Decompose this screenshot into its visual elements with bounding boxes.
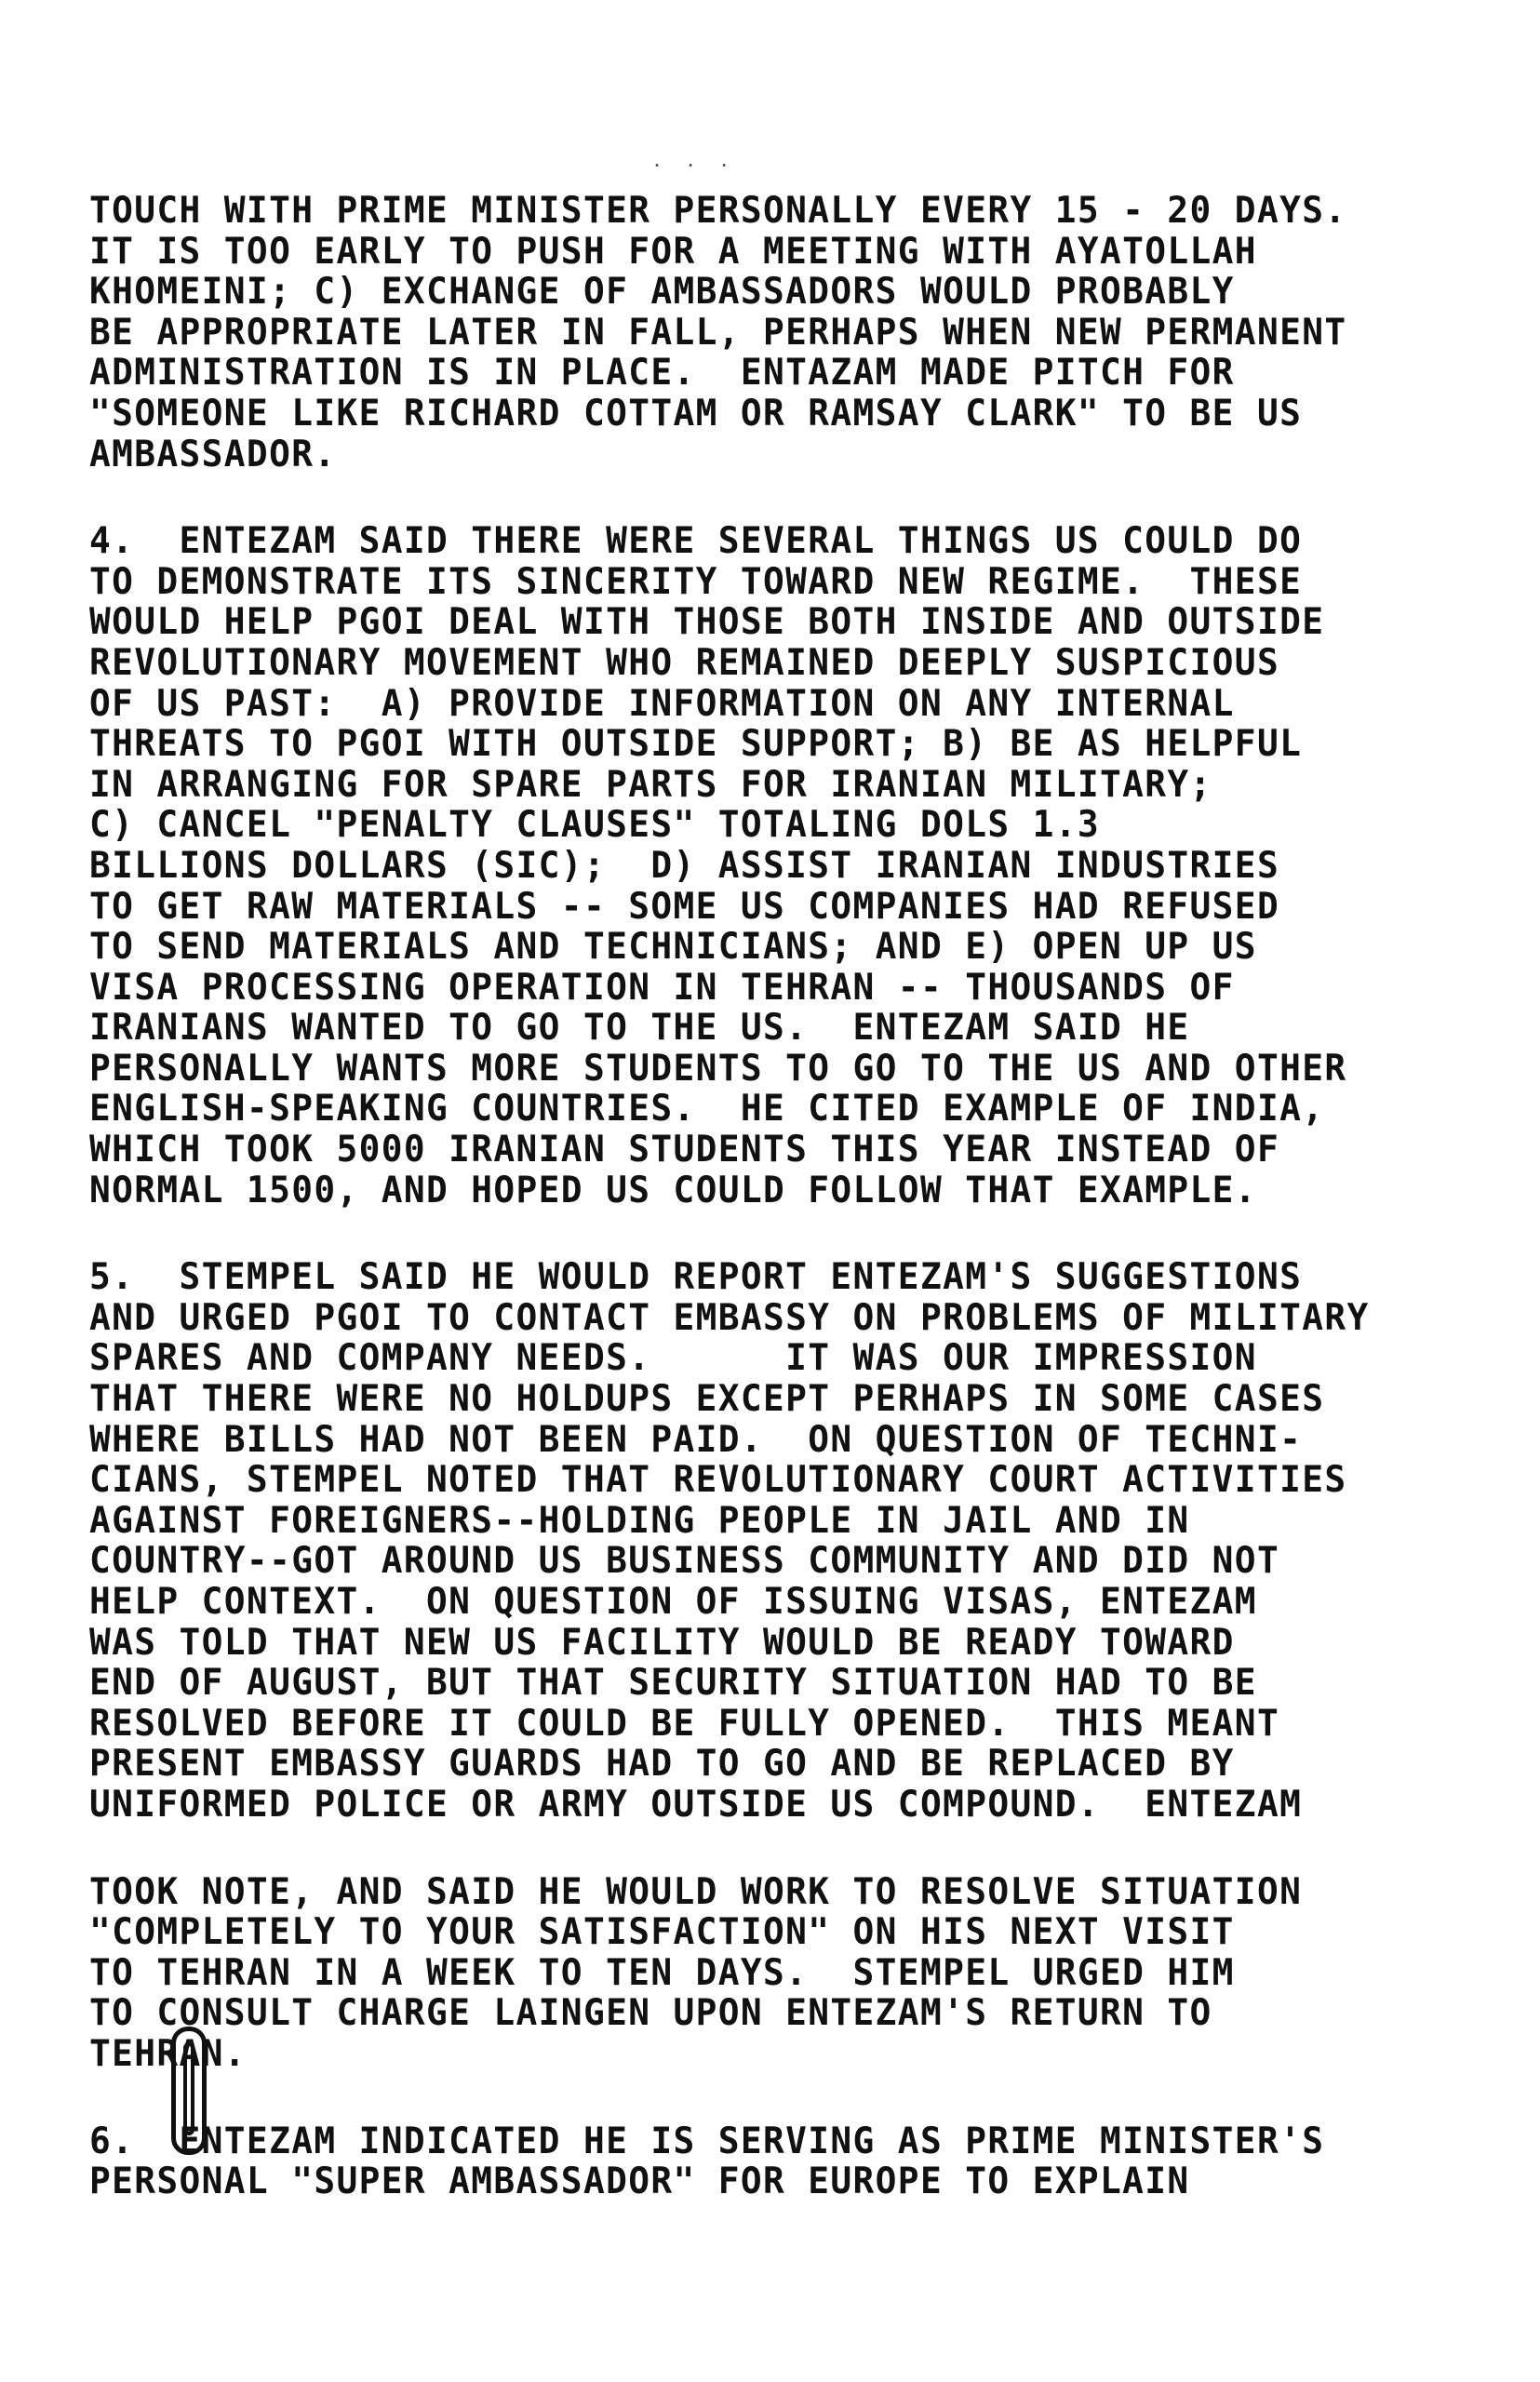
text-line: VISA PROCESSING OPERATION IN TEHRAN -- THOUSANDS OF — [89, 966, 1235, 1009]
paragraph-4 — [89, 521, 1461, 1211]
text-line: IT IS TOO EARLY TO PUSH FOR A MEETING WITH AYATOLLAH — [89, 230, 1257, 273]
paragraph-continuation — [89, 191, 1461, 475]
text-line: AND URGED PGOI TO CONTACT EMBASSY ON PROBLEMS OF MILITARY — [89, 1296, 1370, 1339]
text-line: BE APPROPRIATE LATER IN FALL, PERHAPS WHEN NEW PERMANENT — [89, 311, 1347, 354]
text-line: UNIFORMED POLICE OR ARMY OUTSIDE US COMPOUND. ENTEZAM — [89, 1783, 1303, 1826]
text-line: THAT THERE WERE NO HOLDUPS EXCEPT PERHAPS IN SOME CASES — [89, 1378, 1325, 1421]
text-line: IRANIANS WANTED TO GO TO THE US. ENTEZAM SAID HE — [89, 1007, 1190, 1050]
text-line: AGAINST FOREIGNERS--HOLDING PEOPLE IN JAIL AND IN — [89, 1499, 1190, 1542]
text-line: 4. ENTEZAM SAID THERE WERE SEVERAL THINGS US COULD DO — [89, 520, 1303, 563]
text-line: PERSONALLY WANTS MORE STUDENTS TO GO TO THE US AND OTHER — [89, 1047, 1347, 1090]
text-line: WHICH TOOK 5000 IRANIAN STUDENTS THIS YEAR INSTEAD OF — [89, 1129, 1280, 1171]
text-line: WHERE BILLS HAD NOT BEEN PAID. ON QUESTION OF TECHNI- — [89, 1418, 1303, 1461]
text-line: TOOK NOTE, AND SAID HE WOULD WORK TO RESOLVE SITUATION — [89, 1870, 1303, 1913]
text-line: TO CONSULT CHARGE LAINGEN UPON ENTEZAM'S RETURN TO — [89, 1992, 1212, 2035]
scan-specks: . . . — [651, 149, 736, 171]
text-line: 5. STEMPEL SAID HE WOULD REPORT ENTEZAM'S SUGGESTIONS — [89, 1256, 1303, 1299]
text-line: PRESENT EMBASSY GUARDS HAD TO GO AND BE REPLACED BY — [89, 1743, 1235, 1786]
text-line: 6. ENTEZAM INDICATED HE IS SERVING AS PRIME MINISTER'S — [89, 2120, 1325, 2162]
text-line: WOULD HELP PGOI DEAL WITH THOSE BOTH INSIDE AND OUTSIDE — [89, 601, 1325, 644]
text-line: TEHRAN. — [89, 2032, 247, 2075]
text-line: IN ARRANGING FOR SPARE PARTS FOR IRANIAN MILITARY; — [89, 763, 1212, 806]
text-line: "SOMEONE LIKE RICHARD COTTAM OR RAMSAY CLARK" TO BE US — [89, 392, 1303, 435]
text-line: BILLIONS DOLLARS (SIC); D) ASSIST IRANIAN INDUSTRIES — [89, 844, 1280, 887]
text-line: ADMINISTRATION IS IN PLACE. ENTAZAM MADE PITCH FOR — [89, 352, 1235, 395]
text-line: "COMPLETELY TO YOUR SATISFACTION" ON HIS NEXT VISIT — [89, 1911, 1235, 1954]
text-line: RESOLVED BEFORE IT COULD BE FULLY OPENED. THIS MEANT — [89, 1702, 1280, 1745]
text-line: NORMAL 1500, AND HOPED US COULD FOLLOW THAT EXAMPLE. — [89, 1169, 1257, 1211]
text-line: ENGLISH-SPEAKING COUNTRIES. HE CITED EXAMPLE OF INDIA, — [89, 1088, 1325, 1131]
text-line: CIANS, STEMPEL NOTED THAT REVOLUTIONARY COURT ACTIVITIES — [89, 1459, 1347, 1502]
text-line: SPARES AND COMPANY NEEDS. IT WAS OUR IMPRESSION — [89, 1337, 1257, 1380]
text-line: C) CANCEL "PENALTY CLAUSES" TOTALING DOLS 1.3 — [89, 804, 1101, 847]
text-line: COUNTRY--GOT AROUND US BUSINESS COMMUNITY AND DID NOT — [89, 1540, 1280, 1583]
paragraph-6 — [89, 2121, 1461, 2202]
text-line: REVOLUTIONARY MOVEMENT WHO REMAINED DEEPLY SUSPICIOUS — [89, 641, 1280, 684]
text-line: TOUCH WITH PRIME MINISTER PERSONALLY EVERY 15 - 20 DAYS. — [89, 190, 1347, 232]
cable-text — [89, 191, 1461, 2249]
text-line: HELP CONTEXT. ON QUESTION OF ISSUING VISAS, ENTEZAM — [89, 1581, 1257, 1623]
text-line: AMBASSADOR. — [89, 433, 337, 475]
paragraph-5 — [89, 1257, 1461, 1825]
text-line: WAS TOLD THAT NEW US FACILITY WOULD BE READY TOWARD — [89, 1621, 1235, 1664]
text-line: OF US PAST: A) PROVIDE INFORMATION ON ANY INTERNAL — [89, 682, 1235, 725]
text-line: TO SEND MATERIALS AND TECHNICIANS; AND E) OPEN UP US — [89, 926, 1257, 969]
paragraph-5-continued — [89, 1872, 1461, 2075]
text-line: TO GET RAW MATERIALS -- SOME US COMPANIES HAD REFUSED — [89, 885, 1280, 928]
text-line: TO DEMONSTRATE ITS SINCERITY TOWARD NEW REGIME. THESE — [89, 560, 1303, 603]
text-line: TO TEHRAN IN A WEEK TO TEN DAYS. STEMPEL URGED HIM — [89, 1951, 1235, 1994]
text-line: THREATS TO PGOI WITH OUTSIDE SUPPORT; B) BE AS HELPFUL — [89, 723, 1303, 766]
paperclip-mark — [171, 2027, 207, 2155]
text-line: KHOMEINI; C) EXCHANGE OF AMBASSADORS WOULD PROBABLY — [89, 271, 1235, 314]
text-line: END OF AUGUST, BUT THAT SECURITY SITUATION HAD TO BE — [89, 1662, 1257, 1705]
text-line: PERSONAL "SUPER AMBASSADOR" FOR EUROPE TO EXPLAIN — [89, 2161, 1190, 2203]
